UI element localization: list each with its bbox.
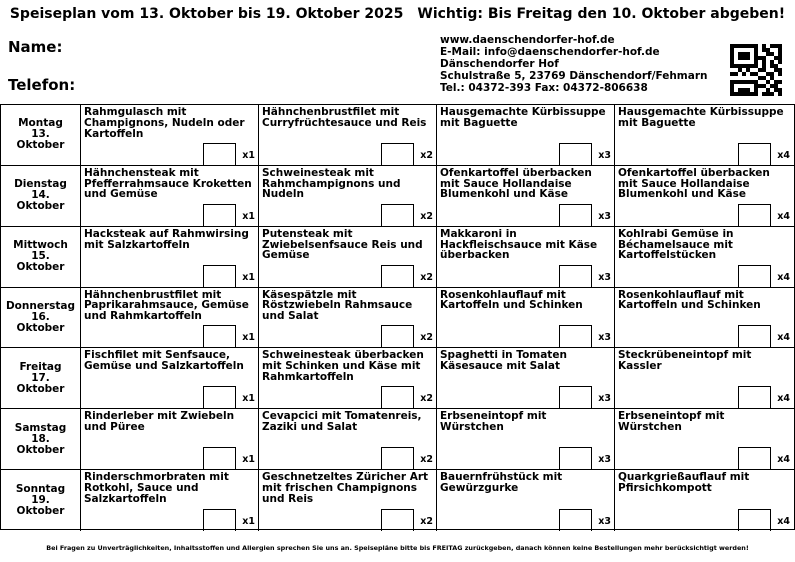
quantity-label: x4 (777, 210, 790, 222)
company-address: Schulstraße 5, 23769 Dänschendorf/Fehmarn (440, 70, 708, 82)
meal-cell (259, 288, 437, 348)
meal-text: Ofenkartoffel überbacken mit Sauce Hollandaise Blumenkohl und Käse (440, 166, 592, 201)
day-label (1, 227, 81, 287)
meal-text: Erbseneintopf mit Würstchen (618, 410, 725, 434)
day-label (1, 348, 81, 408)
footer-note: Bei Fragen zu Unverträglichkeiten, Inhaltsstoffen und Allergien sprechen Sie uns an. Speisepläne bitte bis FREITAG zurückgeben, danach können keine Bestellungen mehr berücksichtigt werden! (46, 544, 749, 552)
meal-cell (437, 288, 615, 348)
meal-text: Rosenkohlauflauf mit Kartoffeln und Schinken (618, 288, 761, 312)
meal-cell (615, 288, 793, 348)
quantity-input[interactable] (559, 386, 592, 408)
quantity-label: x1 (242, 149, 255, 161)
day-date: 17. (31, 371, 50, 384)
meal-cell (615, 227, 793, 287)
meal-cell (81, 348, 259, 408)
meal-text: Makkaroni in Hackfleischsauce mit Käse überbacken (440, 227, 598, 262)
quantity-label: x2 (420, 271, 433, 283)
day-date: 15. (31, 250, 50, 263)
quantity-label: x3 (598, 271, 611, 283)
quantity-input[interactable] (738, 447, 771, 469)
quantity-label: x4 (777, 149, 790, 161)
meal-text: Hähnchensteak mit Pfefferrahmsauce Kroketten und Gemüse (84, 166, 252, 201)
quantity-label: x2 (420, 454, 433, 466)
day-month: Oktober (16, 200, 65, 213)
meal-text: Rinderschmorbraten mit Rotkohl, Sauce und Salzkartoffeln (84, 471, 229, 505)
quantity-label: x1 (242, 210, 255, 222)
meal-text: Spaghetti in Tomaten Käsesauce mit Salat (440, 349, 567, 373)
quantity-input[interactable] (203, 143, 236, 165)
day-row (1, 227, 794, 288)
company-phone-fax: Tel.: 04372-393 Fax: 04372-806638 (440, 82, 648, 94)
day-date: 14. (31, 189, 50, 202)
meal-text: Rosenkohlauflauf mit Kartoffeln und Schinken (440, 288, 583, 312)
meal-cell (615, 470, 793, 531)
day-label (1, 409, 81, 469)
meal-cell (615, 105, 793, 165)
day-month: Oktober (16, 139, 65, 152)
meal-text: Hacksteak auf Rahmwirsing mit Salzkartoffeln (84, 227, 249, 251)
day-row (1, 166, 794, 227)
meal-text: Fischfilet mit Senfsauce, Gemüse und Salzkartoffeln (84, 349, 244, 373)
meal-cell (615, 166, 793, 226)
name-label: Name: (8, 38, 63, 56)
quantity-input[interactable] (738, 143, 771, 165)
quantity-input[interactable] (738, 265, 771, 287)
meal-text: Hähnchenbrustfilet mit Curryfrüchtesauce und Reis (262, 106, 427, 129)
page-title (0, 6, 795, 22)
quantity-label: x3 (598, 393, 611, 405)
meal-cell (437, 105, 615, 165)
meal-text: Erbseneintopf mit Würstchen (440, 410, 547, 434)
email-link[interactable]: E-Mail: info@daenschendorfer-hof.de (440, 46, 660, 58)
day-month: Oktober (16, 261, 65, 274)
meal-text: Käsespätzle mit Röstzwiebeln Rahmsauce und Salat (262, 288, 413, 323)
quantity-label: x4 (777, 393, 790, 405)
quantity-label: x2 (420, 332, 433, 344)
quantity-label: x4 (777, 515, 790, 527)
meal-text: Putensteak mit Zwiebelsenfsauce Reis und Gemüse (262, 227, 423, 262)
meal-text: Ofenkartoffel überbacken mit Sauce Hollandaise Blumenkohl und Käse (618, 166, 770, 201)
quantity-input[interactable] (559, 143, 592, 165)
meal-cell (259, 348, 437, 408)
meal-cell (81, 288, 259, 348)
meal-text: Schweinesteak mit Rahmchampignons und Nudeln (262, 166, 401, 201)
day-label (1, 470, 81, 531)
contact-block (440, 34, 708, 94)
quantity-input[interactable] (203, 325, 236, 347)
quantity-label: x3 (598, 210, 611, 222)
meal-cell (437, 166, 615, 226)
meal-text: Hausgemachte Kürbissuppe mit Baguette (618, 106, 784, 129)
day-day: Mittwoch (13, 239, 68, 252)
quantity-input[interactable] (738, 386, 771, 408)
quantity-input[interactable] (559, 265, 592, 287)
meal-cell (259, 227, 437, 287)
quantity-input[interactable] (381, 204, 414, 226)
quantity-label: x3 (598, 454, 611, 466)
quantity-label: x1 (242, 393, 255, 405)
deadline-notice: Wichtig: Bis Freitag den 10. Oktober abgeben! (417, 6, 786, 22)
quantity-label: x1 (242, 271, 255, 283)
quantity-label: x2 (420, 149, 433, 161)
quantity-input[interactable] (203, 265, 236, 287)
day-label (1, 105, 81, 165)
qr-code-icon (730, 44, 782, 96)
quantity-label: x1 (242, 515, 255, 527)
meal-cell (437, 470, 615, 531)
meal-text: Bauernfrühstück mit Gewürzgurke (440, 471, 563, 494)
day-month: Oktober (16, 382, 65, 395)
quantity-input[interactable] (738, 325, 771, 347)
quantity-input[interactable] (203, 447, 236, 469)
meal-text: Hähnchenbrustfilet mit Paprikarahmsauce, Gemüse und Rahmkartoffeln (84, 288, 249, 323)
day-month: Oktober (16, 505, 65, 518)
quantity-input[interactable] (381, 325, 414, 347)
quantity-label: x4 (777, 454, 790, 466)
quantity-label: x3 (598, 515, 611, 527)
day-day: Freitag (19, 360, 62, 373)
meal-cell (437, 348, 615, 408)
day-date: 18. (31, 432, 50, 445)
meal-cell (81, 105, 259, 165)
day-row (1, 470, 794, 531)
quantity-label: x2 (420, 515, 433, 527)
meal-cell (81, 409, 259, 469)
meal-cell (615, 348, 793, 408)
website-link[interactable]: www.daenschendorfer-hof.de (440, 34, 615, 46)
quantity-label: x4 (777, 271, 790, 283)
quantity-label: x2 (420, 393, 433, 405)
meal-cell (615, 409, 793, 469)
day-row (1, 409, 794, 470)
quantity-input[interactable] (203, 386, 236, 408)
quantity-input[interactable] (738, 204, 771, 226)
day-date: 19. (31, 494, 50, 507)
meal-cell (81, 470, 259, 531)
company-name: Dänschendorfer Hof (440, 58, 559, 70)
quantity-label: x1 (242, 332, 255, 344)
day-date: 16. (31, 310, 50, 323)
day-month: Oktober (16, 443, 65, 456)
quantity-label: x3 (598, 149, 611, 161)
quantity-input[interactable] (381, 386, 414, 408)
day-day: Donnerstag (5, 299, 76, 312)
quantity-input[interactable] (738, 509, 771, 531)
day-day: Dienstag (14, 178, 67, 191)
meal-text: Kohlrabi Gemüse in Béchamelsauce mit Kartoffelstücken (618, 227, 734, 262)
quantity-input[interactable] (559, 447, 592, 469)
day-row (1, 348, 794, 409)
quantity-input[interactable] (381, 143, 414, 165)
meal-cell (437, 227, 615, 287)
meal-cell (259, 105, 437, 165)
meal-text: Steckrübeneintopf mit Kassler (618, 349, 752, 373)
meal-text: Schweinesteak überbacken mit Schinken und Käse mit Rahmkartoffeln (262, 349, 424, 384)
meal-text: Geschnetzeltes Züricher Art mit frischen Champignons und Reis (262, 471, 429, 505)
quantity-input[interactable] (381, 509, 414, 531)
day-row (1, 288, 794, 349)
quantity-input[interactable] (203, 509, 236, 531)
quantity-input[interactable] (203, 204, 236, 226)
day-day: Samstag (14, 421, 67, 434)
quantity-input[interactable] (381, 265, 414, 287)
quantity-input[interactable] (559, 325, 592, 347)
meal-cell (81, 166, 259, 226)
meal-text: Quarkgrießauflauf mit Pfirsichkompott (618, 471, 750, 494)
quantity-label: x1 (242, 454, 255, 466)
quantity-input[interactable] (559, 204, 592, 226)
quantity-label: x4 (777, 332, 790, 344)
quantity-input[interactable] (559, 509, 592, 531)
day-day: Montag (18, 117, 63, 130)
day-date: 13. (31, 128, 50, 141)
day-label (1, 166, 81, 226)
day-row (1, 105, 794, 166)
menu-table (0, 104, 795, 530)
day-day: Sonntag (15, 483, 66, 496)
meal-cell (259, 166, 437, 226)
meal-cell (437, 409, 615, 469)
quantity-label: x2 (420, 210, 433, 222)
quantity-label: x3 (598, 332, 611, 344)
phone-label: Telefon: (8, 76, 76, 94)
meal-text: Rahmgulasch mit Champignons, Nudeln oder Kartoffeln (84, 106, 245, 140)
meal-text: Cevapcici mit Tomatenreis, Zaziki und Salat (262, 410, 422, 434)
meal-text: Hausgemachte Kürbissuppe mit Baguette (440, 106, 606, 129)
meal-text: Rinderleber mit Zwiebeln und Püree (84, 410, 235, 434)
day-month: Oktober (16, 321, 65, 334)
meal-cell (259, 409, 437, 469)
day-label (1, 288, 81, 348)
meal-cell (81, 227, 259, 287)
plan-title: Speiseplan vom 13. Oktober bis 19. Oktober 2025 (9, 6, 404, 22)
meal-cell (259, 470, 437, 531)
quantity-input[interactable] (381, 447, 414, 469)
